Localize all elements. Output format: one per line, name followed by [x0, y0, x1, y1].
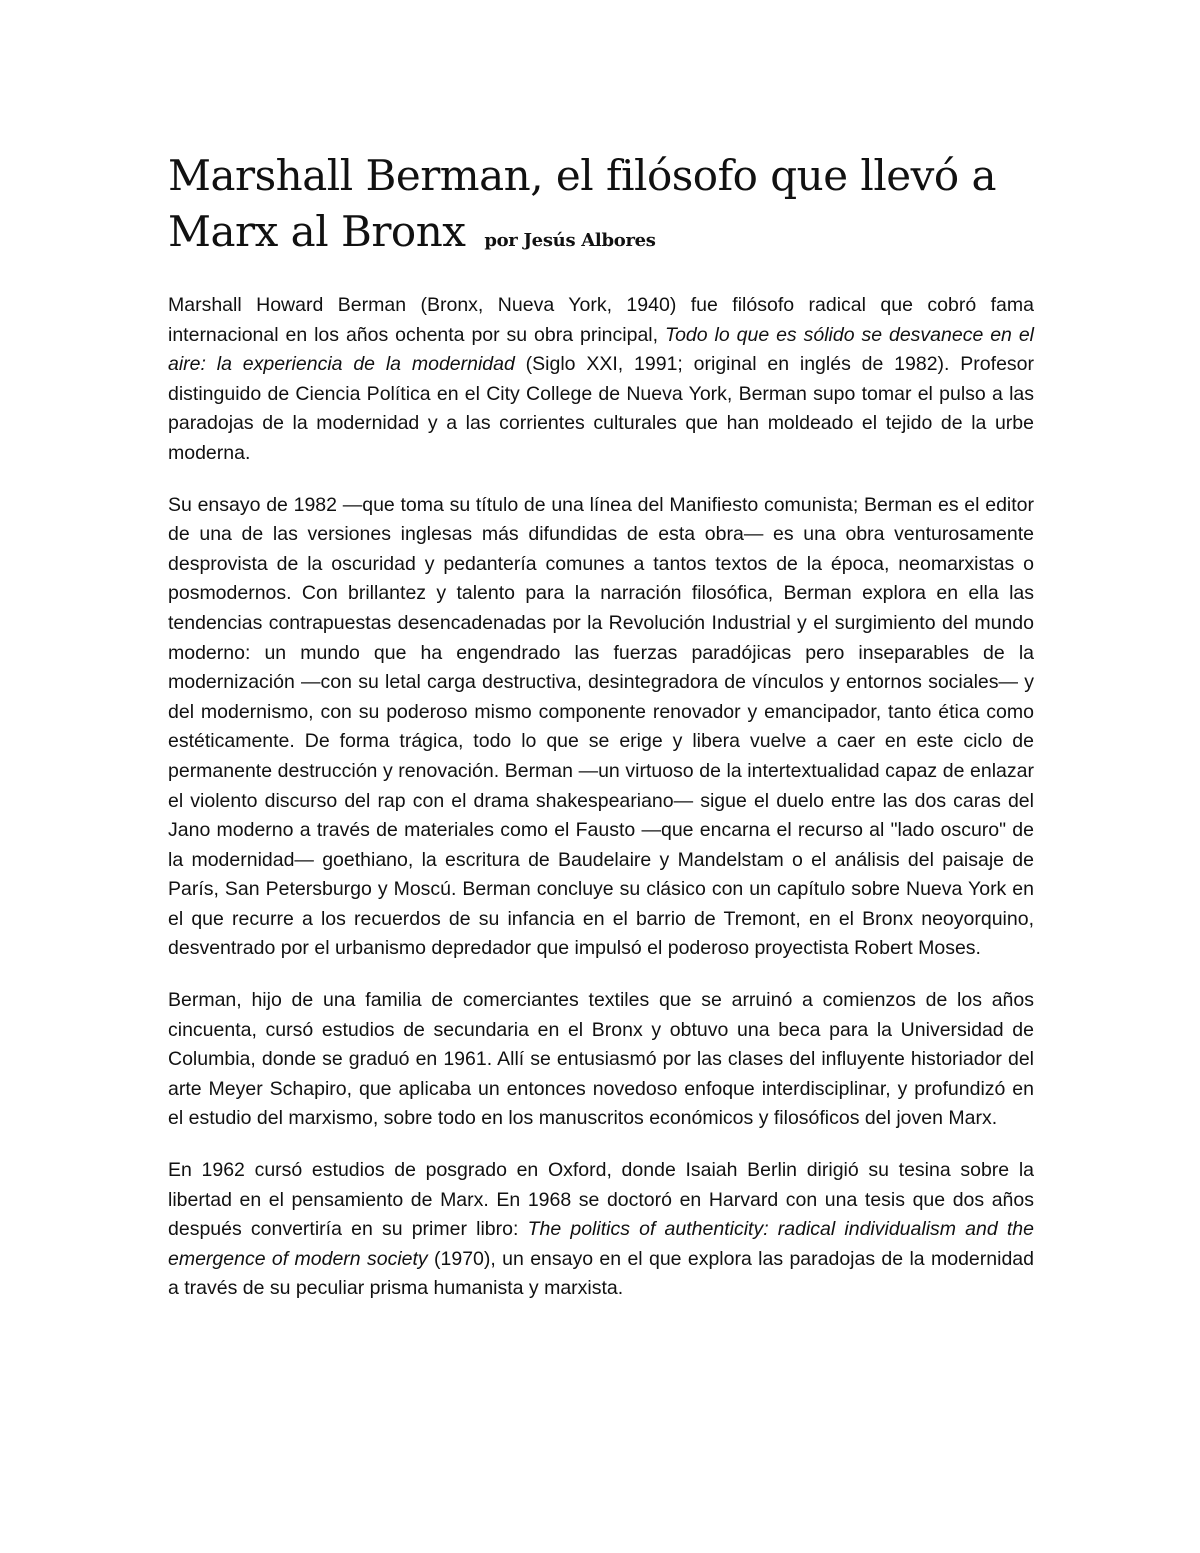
paragraph-2: Su ensayo de 1982 —que toma su título de una línea del Manifiesto comunista; Berman es el editor de una de las versiones inglesas más difundidas de esta obra— es una obra venturosamente desprovista de la oscuridad y pedantería comunes a tantos textos de la época, neomarxistas o posmodernos. Con brillantez y talento para la narración filosófica, Berman explora en ella las tendencias contrapuestas desencadenadas por la Revolución Industrial y el surgimiento del mundo moderno: un mundo que ha engendrado las fuerzas paradójicas pero inseparables de la modernización —con su letal carga destructiva, desintegradora de vínculos y entornos sociales— y del modernismo, con su poderoso mismo componente renovador y emancipador, tanto ética como estéticamente. De forma trágica, todo lo que se erige y libera vuelve a caer en este ciclo de permanente destrucción y renovación. Berman —un virtuoso de la intertextualidad capaz de enlazar el violento discurso del rap con el drama shakespeariano— sigue el duelo entre las dos caras del Jano moderno a través de materiales como el Fausto —que encarna el recurso al "lado oscuro" de la modernidad— goethiano, la escritura de Baudelaire y Mandelstam o el análisis del paisaje de París, San Petersburgo y Moscú. Berman concluye su clásico con un capítulo sobre Nueva York en el que recurre a los recuerdos de su infancia en el barrio de Tremont, en el Bronx neoyorquino, desventrado por el urbanismo depredador que impulsó el poderoso proyectista Robert Moses.: [168, 493, 1034, 960]
paragraph-4: [168, 1156, 1034, 1304]
p1-book-title: Todo lo que es sólido se desvanece en el aire: la experiencia de la modernidad: [168, 323, 1034, 376]
p1-text-a: Marshall Howard Berman (Bronx, Nueva York, 1940) fue filósofo radical que cobró fama internacional en los años ochenta por su obra principal,: [168, 294, 1034, 346]
p4-text-b: (1970), un ensayo en el que explora las paradojas de la modernidad a través de su peculiar prisma humanista y marxista.: [168, 1247, 1034, 1300]
title-text: Marshall Berman, el filósofo que llevó a Marx al Bronx: [168, 151, 997, 256]
p4-book-title: The politics of authenticity: radical individualism and the emergence of modern society: [168, 1218, 1034, 1270]
paragraph-3: Berman, hijo de una familia de comerciantes textiles que se arruinó a comienzos de los años cincuenta, cursó estudios de secundaria en el Bronx y obtuvo una beca para la Universidad de Columbia, donde se graduó en 1961. Allí se entusiasmó por las clases del influyente historiador del arte Meyer Schapiro, que aplicaba un entonces novedoso enfoque interdisciplinar, y profundizó en el estudio del marxismo, sobre todo en los manuscritos económicos y filosóficos del joven Marx.: [168, 989, 1034, 1130]
p1-text-b: (Siglo XXI, 1991; original en inglés de 1982). Profesor distinguido de Ciencia Política en el City College de Nueva York, Berman supo tomar el pulso a las paradojas de la modernidad y a las corrientes culturales que han moldeado el tejido de la urbe moderna.: [168, 353, 1034, 464]
p4-text-a: En 1962 cursó estudios de posgrado en Oxford, donde Isaiah Berlin dirigió su tesina sobre la libertad en el pensamiento de Marx. En 1968 se doctoró en Harvard con una tesis que dos años después convertiría en su primer libro:: [168, 1159, 1034, 1241]
byline: por Jesús Albores: [484, 230, 656, 251]
document-page: [168, 148, 1034, 1326]
article-title: [168, 148, 1034, 269]
paragraph-1: [168, 291, 1034, 469]
